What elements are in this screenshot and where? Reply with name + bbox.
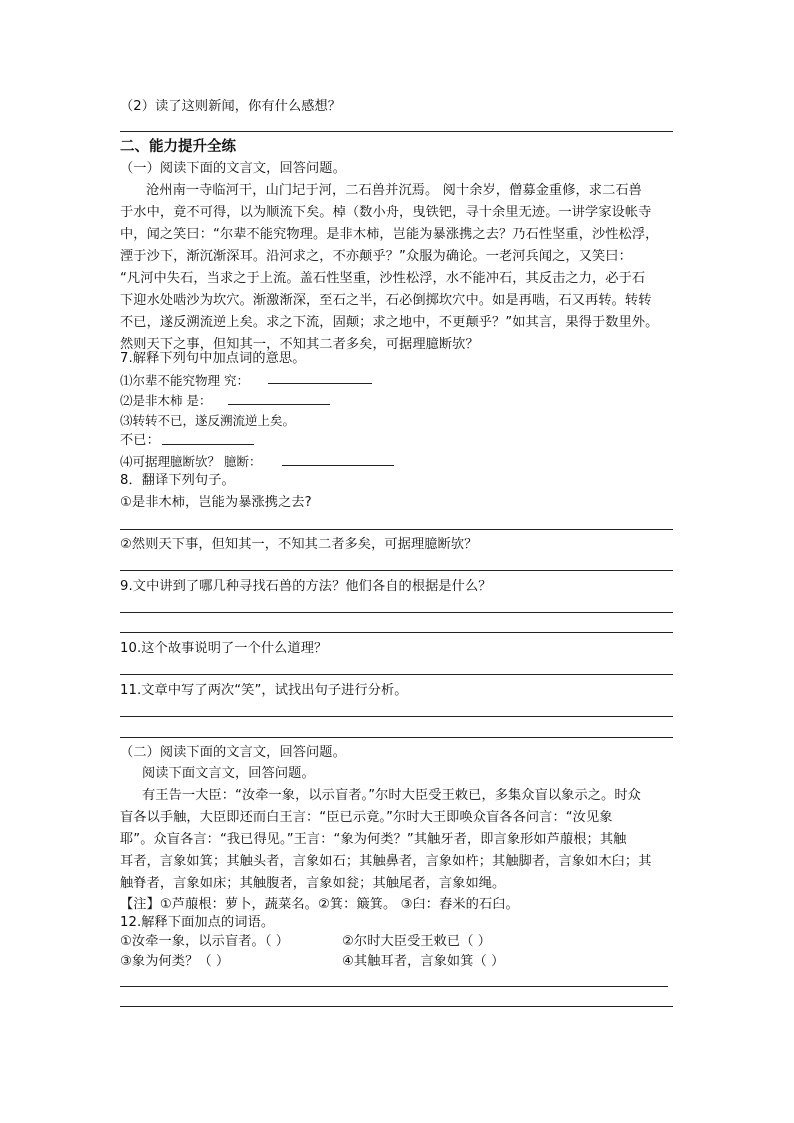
q10-stem: 10.这个故事说明了一个什么道理？ [120,641,328,656]
note: 【注】①芦菔根：萝卜，蔬菜名。②箕：簸箕。 ③臼：舂米的石臼。 [120,897,519,912]
blank-line [268,383,372,384]
q7-item: ⑵是非木柿 是： [120,393,212,408]
question-prev: （2）读了这则新闻，你有什么感想？ [120,99,342,114]
q8-sentence: ②然则天下事，但知其一，不知其二者多矣，可据理臆断欤？ [120,537,478,552]
blank-line [228,404,330,405]
q7-item: ⑶转转不已，遂反溯流逆上矣。 [120,413,296,428]
answer-line [120,131,673,132]
q7-item: 不已： [120,433,160,448]
q12-stem: 12.解释下面加点的词语。 [120,915,275,930]
passage2-line: 耶”。众盲各言：“我已得见。”王言：“象为何类？”其触牙者，即言象形如芦菔根；其触 [120,832,627,847]
passage1-line: 不已，遂反溯流逆上矣。求之下流，固颠；求之地中，不更颠乎？”如其言，果得于数里外。 [120,315,659,330]
part2-subheading: 阅读下面文言文，回答问题。 [142,766,315,781]
q8-stem: 8．翻译下列句子。 [120,473,235,488]
passage2-line: 触脊者，言象如床；其触腹者，言象如瓮；其触尾者，言象如绳。 [120,876,506,891]
q12-item: ④其触耳者，言象如箕（ ） [342,954,505,969]
blank-line [162,444,254,445]
q11-stem: 11.文章中写了两次“笑”，试找出句子进行分析。 [120,683,408,698]
part2-heading: （二）阅读下面的文言文，回答问题。 [120,745,346,760]
passage1-line: 中，闻之笑曰：“尔辈不能究物理。是非木柿，岂能为暴涨携之去？乃石性坚重，沙性松浮， [120,227,659,242]
passage2-line: 有王告一大臣：“汝牵一象，以示盲者。”尔时大臣受王敕已，多集众盲以象示之。时众 [142,788,641,803]
answer-line [120,529,673,530]
q7-item: ⑷可据理臆断欤？ 臆断： [120,454,262,469]
passage1-line: 下迎水处啮沙为坎穴。渐激渐深，至石之半，石必倒掷坎穴中。如是再啮，石又再转。转转 [120,293,652,308]
passage1-line: 湮于沙下，渐沉渐深耳。沿河求之，不亦颠乎？”众服为确论。一老河兵闻之，又笑曰： [120,249,632,264]
blank-line [282,465,394,466]
answer-line [120,737,673,738]
answer-line [120,570,673,571]
answer-line [120,612,673,613]
passage1-line: 沧州南一寺临河干，山门圮于河，二石兽并沉焉。 阅十余岁，僧募金重修，求二石兽 [146,183,642,198]
passage2-line: 耳者，言象如箕；其触头者，言象如石；其触鼻者，言象如杵；其触脚者，言象如木臼；其 [120,854,652,869]
passage2-line: 盲各以手触，大臣即还而白王言：“臣已示竟。”尔时大王即唤众盲各各问言：“汝见象 [120,810,613,825]
answer-line [120,1006,673,1007]
q8-sentence: ①是非木柿，岂能为暴涨携之去? [120,495,312,510]
answer-line [120,632,673,633]
q12-item: ②尔时大臣受王敕已（ ） [342,934,492,949]
answer-line [120,986,668,987]
section-title: 二、能力提升全练 [120,139,236,155]
q7-stem: 7.解释下列句中加点词的意思。 [120,351,306,366]
q12-item: ③象为何类？（ ） [120,954,230,969]
answer-line [120,674,673,675]
passage1-line: 然则天下之事，但知其一，不知其二者多矣，可据理臆断欤？ [120,337,479,352]
passage1-line: “凡河中失石，当求之于上流。盖石性坚重，沙性松浮，水不能冲石，其反击之力，必于石 [120,271,646,286]
part1-heading: （一）阅读下面的文言文，回答问题。 [120,161,346,176]
passage1-line: 于水中，竟不可得，以为顺流下矣。棹（数小舟，曳铁钯，寻十余里无迹。一讲学家设帐寺 [120,205,652,220]
q12-item: ①汝牵一象，以示盲者。（ ） [120,934,290,949]
answer-line [120,716,673,717]
q9-stem: 9.文中讲到了哪几种寻找石兽的方法？他们各自的根据是什么？ [120,579,492,594]
q7-item: ⑴尔辈不能究物理 究： [120,373,249,388]
